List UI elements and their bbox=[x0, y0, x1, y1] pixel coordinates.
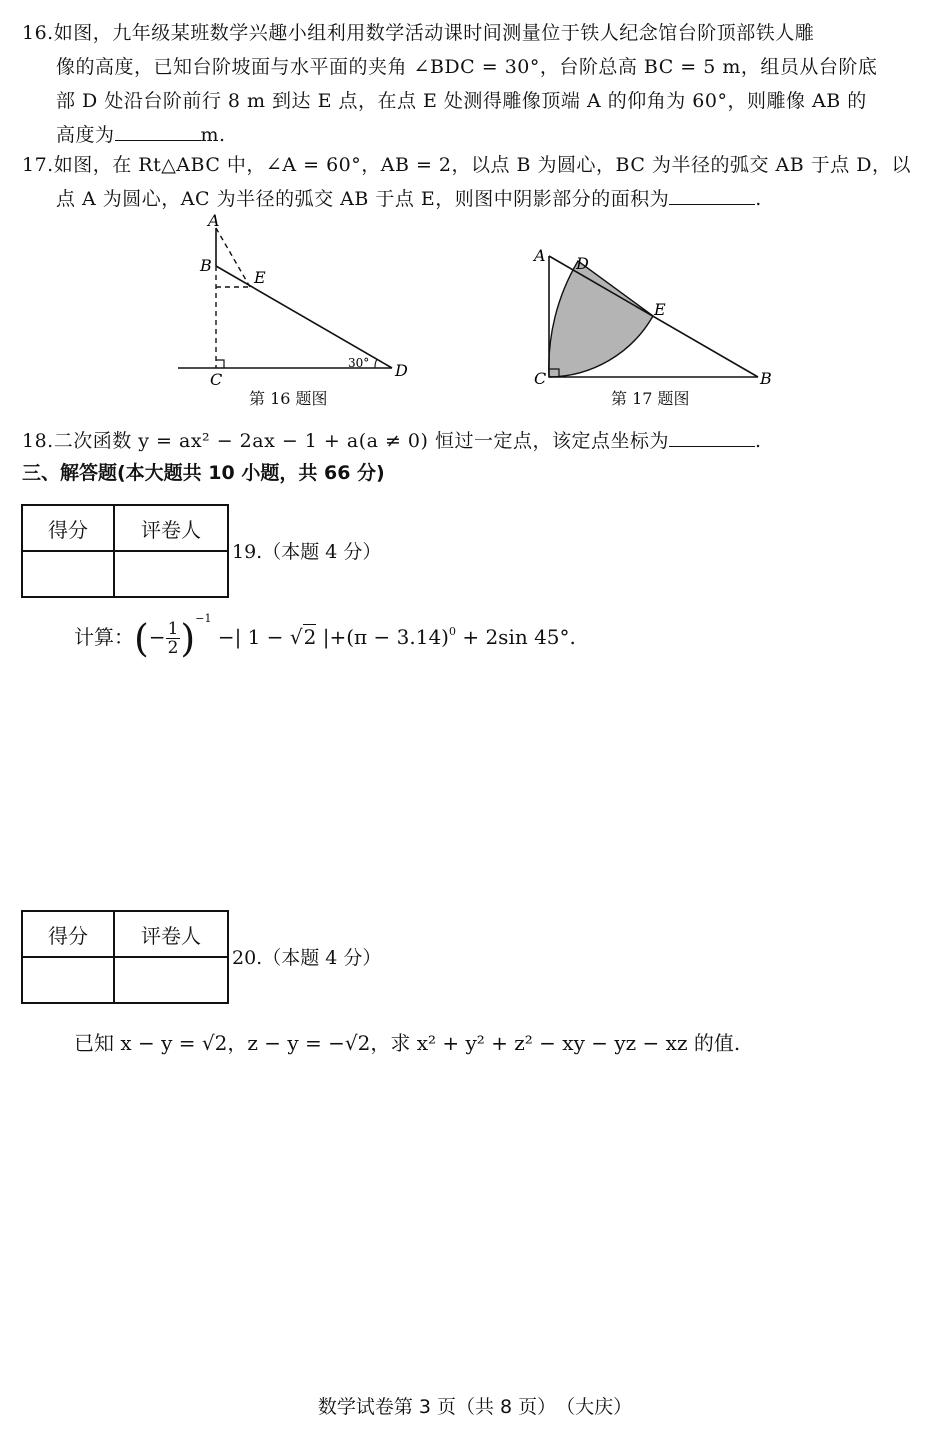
q18-answer-blank[interactable] bbox=[669, 426, 755, 447]
q16-line4 bbox=[22, 118, 932, 152]
score-cell[interactable] bbox=[22, 551, 114, 597]
grader-cell[interactable] bbox=[114, 551, 228, 597]
fig16-angle-arc bbox=[375, 359, 377, 368]
fig16-dashed-ae bbox=[216, 228, 250, 287]
question-18 bbox=[22, 424, 932, 458]
q19-label: 19.（本题 4 分） bbox=[232, 541, 382, 563]
grader-header: 评卷人 bbox=[114, 911, 228, 957]
q16-line4-text: 高度为 bbox=[56, 124, 115, 146]
q20-text: 已知 x − y = √2，z − y = −√2，求 x² + y² + z² − xy − yz − xz 的值. bbox=[74, 1031, 741, 1055]
q18-period: . bbox=[754, 430, 762, 452]
q16-unit: m. bbox=[200, 124, 226, 146]
q16-line1: 如图，九年级某班数学兴趣小组利用数学活动课时间测量位于铁人纪念馆台阶顶部铁人雕 bbox=[53, 22, 815, 44]
q17-period: . bbox=[755, 188, 762, 210]
q19-rest2: |+(π − 3.14) bbox=[316, 625, 449, 649]
q19-frac-den: 2 bbox=[167, 638, 179, 658]
grader-cell[interactable] bbox=[114, 957, 228, 1003]
fig17-label-a: A bbox=[534, 246, 546, 265]
figure-16 bbox=[170, 210, 420, 385]
fig16-caption: 第 16 题图 bbox=[249, 389, 328, 408]
q19-expression: 计算：(− $\frac{1}{2}$ )$^{-1}$ −| 1 − √2 $|+(\pi - 3.14)^0 + 2\sin$ 45°. bbox=[74, 612, 576, 661]
score-header: 得分 bbox=[22, 505, 114, 551]
q19-sqrt-arg: 2 bbox=[303, 625, 317, 649]
q16-answer-blank[interactable] bbox=[115, 120, 201, 141]
figure-17 bbox=[528, 245, 778, 390]
question-16 bbox=[22, 16, 932, 152]
q19-exponent: −1 bbox=[195, 612, 212, 625]
score-cell[interactable] bbox=[22, 957, 114, 1003]
q18-text: 二次函数 y = ax² − 2ax − 1 + a(a ≠ 0) 恒过一定点，该定点坐标为 bbox=[53, 430, 669, 452]
q17-line2-text: 点 A 为圆心，AC 为半径的弧交 AB 于点 E，则图中阴影部分的面积为 bbox=[56, 188, 670, 210]
q20-label: 20.（本题 4 分） bbox=[232, 947, 382, 969]
fig17-label-d: D bbox=[576, 254, 589, 273]
grader-header: 评卷人 bbox=[114, 505, 228, 551]
q19-paren-open: ( bbox=[134, 616, 149, 661]
score-header: 得分 bbox=[22, 911, 114, 957]
fig16-label-a: A bbox=[208, 211, 220, 230]
q19-minus: − bbox=[148, 625, 166, 649]
fig16-label-c: C bbox=[210, 370, 223, 385]
q19-paren-close: ) bbox=[180, 616, 196, 661]
fig16-right-angle bbox=[216, 360, 224, 368]
fig17-label-b: B bbox=[760, 369, 772, 388]
q19-rest1: −| 1 − bbox=[211, 625, 290, 649]
fig16-label-d: D bbox=[395, 361, 408, 380]
q17-line1: 如图，在 Rt△ABC 中，∠A = 60°，AB = 2，以点 B 为圆心，BC 为半径的弧交 AB 于点 D，以 bbox=[53, 154, 911, 176]
fig17-label-e: E bbox=[654, 300, 666, 319]
q18-number: 18. bbox=[22, 430, 54, 452]
fig16-slope-line bbox=[216, 266, 392, 368]
page-footer: 数学试卷第 3 页（共 8 页） （大庆） bbox=[317, 1396, 633, 1418]
fig17-shaded-region bbox=[549, 261, 653, 377]
q19-prefix: 计算： bbox=[74, 625, 134, 649]
fig16-angle-label: 30° bbox=[348, 356, 370, 370]
q17-line2 bbox=[22, 182, 932, 216]
q17-number: 17. bbox=[22, 154, 54, 176]
score-table-19 bbox=[21, 504, 229, 598]
score-table-20 bbox=[21, 910, 229, 1004]
fig17-caption: 第 17 题图 bbox=[611, 389, 690, 408]
q17-answer-blank[interactable] bbox=[669, 184, 755, 205]
question-17 bbox=[22, 148, 932, 216]
q19-rest3: + 2sin 45°. bbox=[455, 625, 576, 649]
fig16-label-b: B bbox=[200, 256, 212, 275]
q19-fraction bbox=[166, 620, 181, 657]
q16-number: 16. bbox=[22, 22, 54, 44]
fig17-label-c: C bbox=[534, 369, 547, 388]
q16-line2: 像的高度，已知台阶坡面与水平面的夹角 ∠BDC = 30°，台阶总高 BC = 5 m，组员从台阶底 bbox=[56, 56, 878, 78]
fig16-label-e: E bbox=[254, 268, 266, 287]
q16-line3: 部 D 处沿台阶前行 8 m 到达 E 点，在点 E 处测得雕像顶端 A 的仰角为 60°，则雕像 AB 的 bbox=[56, 90, 867, 112]
q19-frac-num: 1 bbox=[167, 619, 179, 639]
q19-exponent-0: 0 bbox=[448, 625, 456, 638]
section-3-header: 三、解答题(本大题共 10 小题，共 66 分) bbox=[22, 462, 385, 484]
